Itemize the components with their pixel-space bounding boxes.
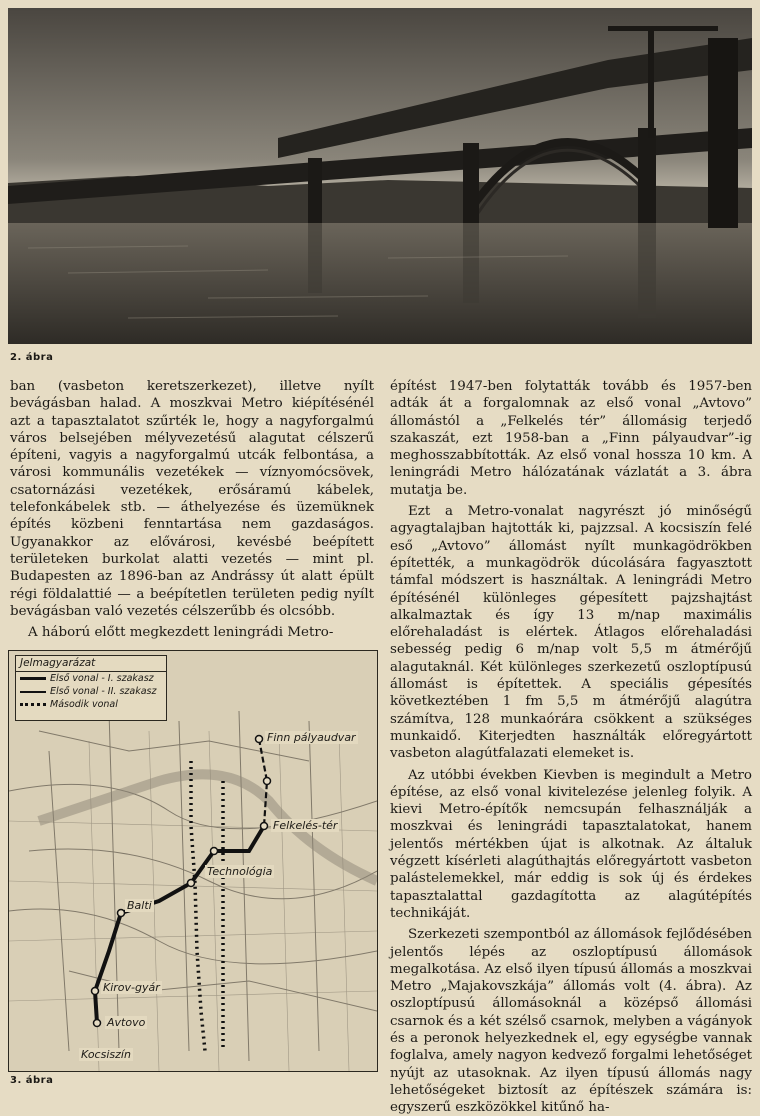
right-column — [390, 378, 752, 1116]
legend-item — [16, 685, 166, 698]
figure-2-caption: 2. ábra — [10, 352, 54, 363]
legend-label: Első vonal - II. szakasz — [50, 686, 157, 697]
station-label-kocsiszin: Kocsiszín — [81, 1048, 131, 1061]
station-label-technologia: Technológia — [207, 865, 273, 878]
thin-line-swatch — [20, 691, 46, 693]
right-paragraph-4: Szerkezeti szempontból az állomások fejlődésében jelentős lépés az oszloptípusú állomások megalkotása. Az első ilyen típusú állomás a moszkvai Metro „Majakovszkája” állomás volt (4. ábra). Az oszloptípusú állomásoknál a középső állomási csarnok és a két szélső csarnok, melyben a vágányok és a peronok helyezkednek el, egy egységbe vannak foglalva, amely nagyon kedvező forgalmi lehetőséget nyújt az utasoknak. Az ilyen típusú állomás nagy lehetőségeket biztosít az építészek számára is: egyszerű eszközökkel kitűnő ha- — [390, 927, 752, 1116]
station-label-avtovo: Avtovo — [107, 1016, 146, 1029]
station-label-kirov: Kirov-gyár — [103, 981, 160, 994]
legend-label: Második vonal — [50, 699, 118, 710]
station-label-finn: Finn pályaudvar — [267, 731, 356, 744]
solid-line-swatch — [20, 677, 46, 680]
bridge-photo — [8, 8, 752, 344]
station-label-balti: Balti — [127, 899, 152, 912]
dotted-line-swatch — [20, 703, 46, 706]
figure-3-caption: 3. ábra — [10, 1075, 54, 1086]
right-paragraph-2: Ezt a Metro-vonalat nagyrészt jó minőségű agyagtalajban hajtották ki, pajzzsal. A kocsiszín felé eső „Avtovo” állomást nyílt munkagödrökben építették, a munkagödrök dúcolására fagyasztott támfal módszert is használtak. A leningrádi Metro építésénél különleges gépesített pajzshajtást alkalmaztak és így 13 m/nap maximális előrehaladást is elértek. Átlagos előrehaladási sebesség pedig 6 m/nap volt 5,5 m átmérőjű alagutaknál. Két különleges szerkezetű oszloptípusú állomást is építettek. A speciális gépesítés következtében 1 fm 5,5 m átmérőjű alagútra számítva, 128 munkaórára csökkent a szükséges munkaidő. Kiterjedten használták előregyártott vasbeton alagútfalazati elemeket is. — [390, 504, 752, 762]
map-legend — [15, 655, 167, 721]
legend-item — [16, 698, 166, 711]
legend-item — [16, 672, 166, 685]
legend-label: Első vonal - I. szakasz — [50, 673, 154, 684]
legend-title: Jelmagyarázat — [16, 656, 166, 672]
left-paragraph-2: A háború előtt megkezdett leningrádi Metro- — [28, 625, 334, 641]
station-label-felkeles: Felkelés-tér — [273, 819, 338, 832]
left-paragraph-1: ban (vasbeton keretszerkezet), illetve nyílt bevágásban halad. A moszkvai Metro kiépítésénél azt a tapasztalatot szűrték le, hogy a nagyforgalmú város belsejében mélyvezetésű alagutat célszerű építeni, vagyis a nagyforgalmú utcák felbontása, a városi kommunális vezetékek — víznyomócsövek, csatornázási vezetékek, erősáramú kábelek, telefonkábelek stb. — áthelyezése és üzemüknek építés közbeni fenntartása nem gazdaságos. Ugyanakkor az elővárosi, kevésbé beépített területeken burkolat alatti vezetés — mint pl. Budapesten az 1896-ban az Andrássy út alatt épült régi földalattié — a beépítetlen területen pedig nyílt bevágásban való vezetés célszerűbb és olcsóbb. — [10, 379, 374, 619]
right-paragraph-1: építést 1947-ben folytatták tovább és 1957-ben adták át a forgalomnak az első vonal „Avtovo” állomástól a „Felkelés tér” állomásig terjedő szakaszát, ezt 1958-ban a „Finn pályaudvar”-ig meghosszabbították. Az első vonal hossza 10 km. A leningrádi Metro hálózatának vázlatát a 3. ábra mutatja be. — [390, 379, 752, 498]
right-paragraph-3: Az utóbbi években Kievben is megindult a Metro építése, az első vonal kivitelezése jelenleg folyik. A kievi Metro-építők nemcsupán felhasználják a moszkvai és leningrádi tapasztalatokat, hanem jelentős mértékben újat is alkotnak. Az általuk végzett kísérleti alagúthajtás előregyártott vasbeton palástelemekkel, már eddig is sok új és érdekes tapasztalattal gazdagította az alagútépítés technikáját. — [390, 767, 752, 921]
left-column — [10, 378, 374, 641]
metro-network-map — [8, 650, 378, 1072]
